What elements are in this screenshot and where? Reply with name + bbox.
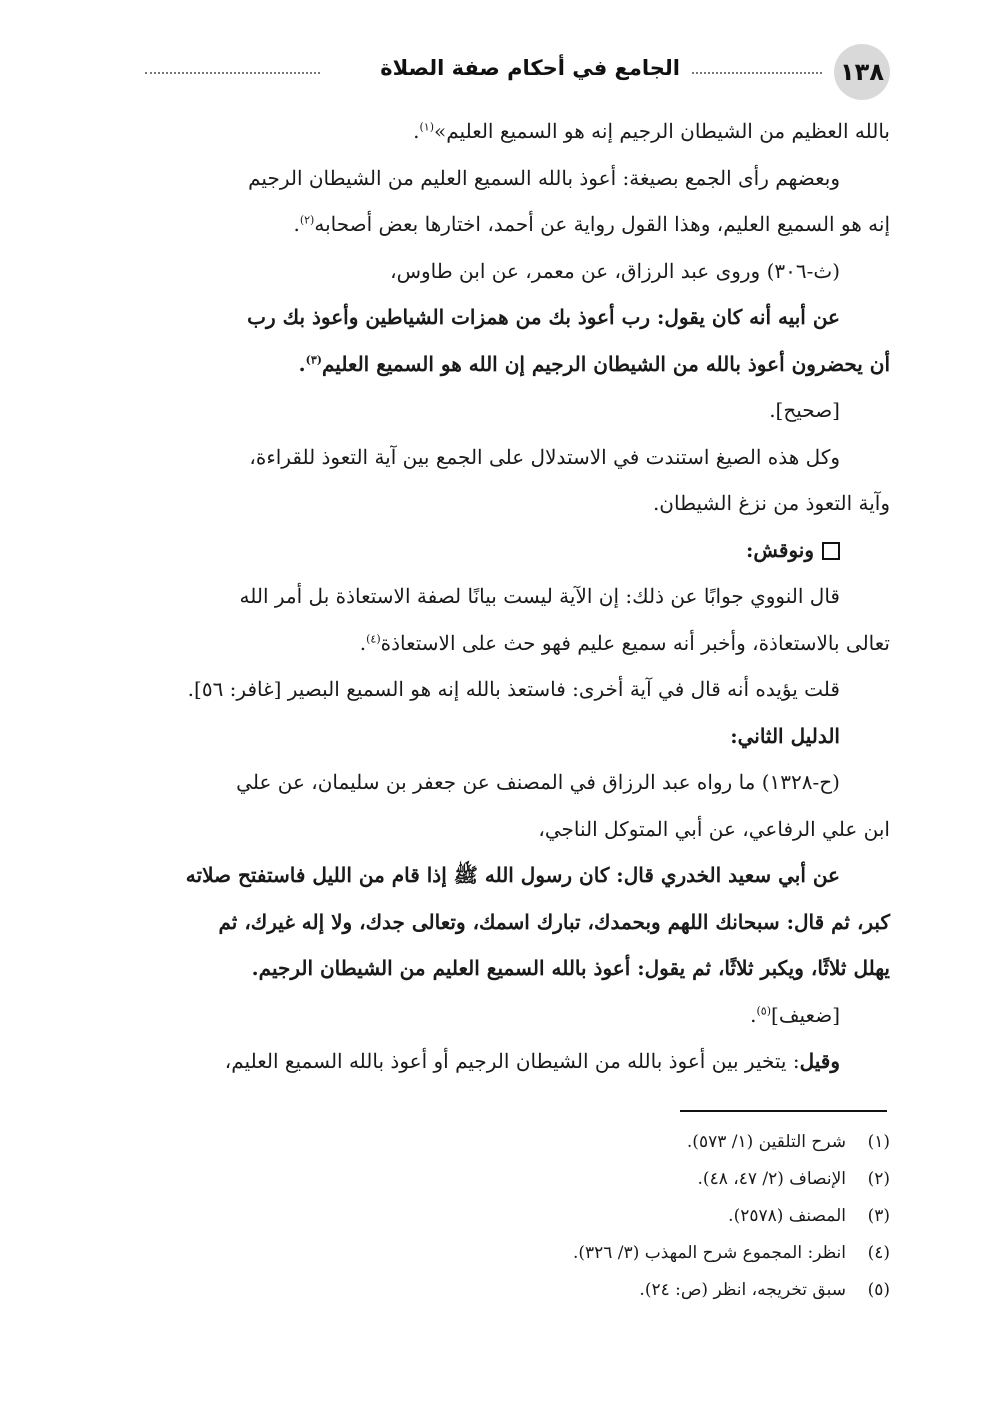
grading-label: [ضعيف]$^{(٥)}$.	[750, 1002, 840, 1027]
page-number: ١٣٨	[834, 44, 890, 100]
footnote-number: (٢)	[867, 1169, 890, 1189]
checkbox-square-icon	[822, 542, 840, 560]
text-line: وكل هذه الصيغ استندت في الاستدلال على الجمع بين آية التعوذ للقراءة،	[249, 444, 840, 469]
footnote-number: (٣)	[867, 1206, 890, 1226]
section-heading: ونوقش:	[145, 527, 890, 574]
footnote	[145, 1161, 890, 1198]
footnote-number: (٤)	[867, 1243, 890, 1263]
footnote-ref[interactable]: (١)	[419, 120, 434, 134]
text-line: ابن علي الرفاعي، عن أبي المتوكل الناجي،	[538, 816, 890, 841]
hadith-text: أن يحضرون أعوذ بالله من الشيطان الرجيم إن الله هو السميع العليم$^{(٣)}$.	[298, 351, 890, 376]
text-line: وبعضهم رأى الجمع بصيغة: أعوذ بالله السميع العليم من الشيطان الرجيم	[248, 165, 840, 190]
text-line: إنه هو السميع العليم، وهذا القول رواية عن أحمد، اختارها بعض أصحابه$^{(٢)}$.	[293, 212, 890, 236]
page-header	[145, 44, 890, 100]
text-line: بالله العظيم من الشيطان الرجيم إنه هو السميع العليم»$^{(١)}$.	[413, 119, 890, 143]
footnote-separator	[680, 1110, 887, 1112]
footnote-ref[interactable]: (٤)	[366, 631, 381, 645]
footnote-number: (٥)	[867, 1280, 890, 1300]
footnote	[145, 1198, 890, 1235]
footnote-text: انظر: المجموع شرح المهذب (٣/ ٣٢٦).	[572, 1243, 846, 1263]
grading-label: [صحيح].	[769, 398, 840, 422]
footnote-ref[interactable]: (٣)	[305, 352, 322, 366]
header-dotted-rule	[145, 72, 320, 74]
text-line: (ث-٣٠٦) وروى عبد الرزاق، عن معمر، عن ابن طاوس،	[390, 258, 840, 283]
main-text	[145, 108, 890, 1085]
hadith-text: عن أبيه أنه كان يقول: رب أعوذ بك من همزات الشياطين وأعوذ بك رب	[247, 305, 840, 329]
book-title: الجامع في أحكام صفة الصلاة	[380, 56, 680, 80]
hadith-text: عن أبي سعيد الخدري قال: كان رسول الله ﷺ إذا قام من الليل فاستفتح صلاته	[185, 863, 840, 887]
footnote-text: المصنف (٢٥٧٨).	[728, 1206, 846, 1226]
text-line: وآية التعوذ من نزغ الشيطان.	[652, 491, 890, 515]
text-line: قال النووي جوابًا عن ذلك: إن الآية ليست بيانًا لصفة الاستعاذة بل أمر الله	[239, 584, 840, 608]
text-line: (ح-١٣٢٨) ما رواه عبد الرزاق في المصنف عن جعفر بن سليمان، عن علي	[236, 770, 840, 794]
footnote	[145, 1124, 890, 1161]
text-line: قلت يؤيده أنه قال في آية أخرى: فاستعذ بالله إنه هو السميع البصير [غافر: ٥٦].	[187, 677, 840, 701]
text-line: وقيل: يتخير بين أعوذ بالله من الشيطان الرجيم أو أعوذ بالله السميع العليم،	[224, 1049, 840, 1073]
hadith-text: كبر، ثم قال: سبحانك اللهم وبحمدك، تبارك اسمك، وتعالى جدك، ولا إله غيرك، ثم	[218, 909, 890, 934]
footnotes	[145, 1124, 890, 1309]
footnote-text: شرح التلقين (١/ ٥٧٣).	[686, 1132, 846, 1152]
text-line: تعالى بالاستعاذة، وأخبر أنه سميع عليم فهو حث على الاستعاذة$^{(٤)}$.	[359, 630, 890, 655]
footnote-ref[interactable]: (٥)	[756, 1003, 772, 1017]
footnote-text: الإنصاف (٢/ ٤٧، ٤٨).	[697, 1169, 846, 1189]
footnote-text: سبق تخريجه، انظر (ص: ٢٤).	[639, 1280, 846, 1300]
header-dotted-rule	[692, 72, 822, 74]
footnote-number: (١)	[867, 1132, 890, 1152]
footnote-ref[interactable]: (٢)	[299, 213, 315, 227]
footnote	[145, 1235, 890, 1272]
section-heading: الدليل الثاني:	[730, 723, 840, 748]
hadith-text: يهلل ثلاثًا، ويكبر ثلاثًا، ثم يقول: أعوذ بالله السميع العليم من الشيطان الرجيم.	[251, 956, 890, 980]
footnote	[145, 1272, 890, 1309]
